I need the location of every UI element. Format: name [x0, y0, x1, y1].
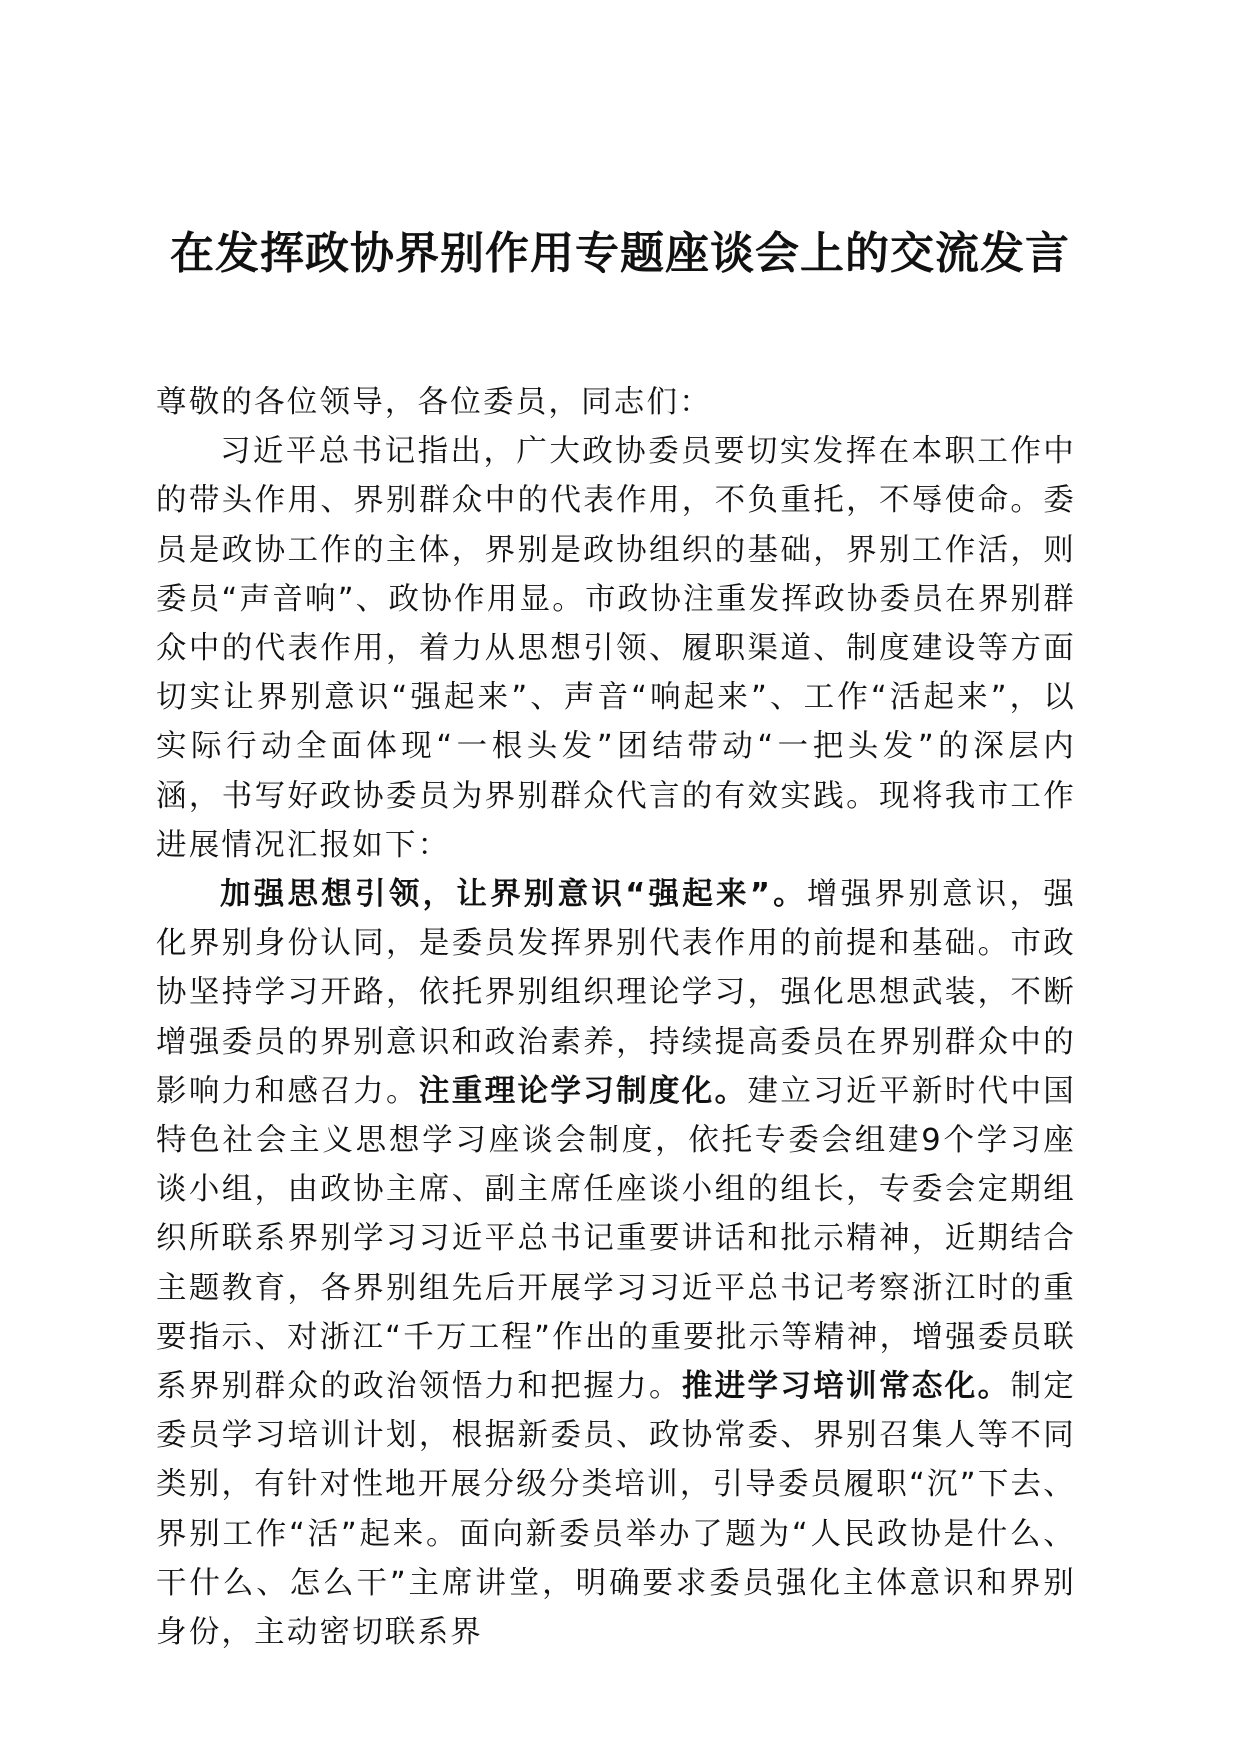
section-1-intro: 增强界别意识，强化界别身份认同，是委员发挥界别代表作用的前提和基础。市政协坚持学习开路，依托界别组织理论学习，强化思想武装，不断增强委员的界别意识和政治素养，持续提高委员在界别群众中的影响力和感召力。	[156, 877, 1076, 1109]
document-body	[156, 378, 1076, 1657]
section-1-heading: 加强思想引领，让界别意识“强起来”。	[220, 877, 807, 913]
point-1-text: 建立习近平新时代中国特色社会主义思想学习座谈会制度，依托专委会组建9个学习座谈小组，由政协主席、副主席任座谈小组的组长，专委会定期组织所联系界别学习习近平总书记重要讲话和批示精神，近期结合主题教育，各界别组先后开展学习习近平总书记考察浙江时的重要指示、对浙江“千万工程”作出的重要批示等精神，增强委员联系界别群众的政治领悟力和把握力。	[156, 1073, 1077, 1405]
section-1-paragraph	[156, 870, 1076, 1657]
salutation: 尊敬的各位领导，各位委员，同志们：	[156, 385, 712, 420]
document-title: 在发挥政协界别作用专题座谈会上的交流发言	[170, 228, 1070, 279]
intro-paragraph: 习近平总书记指出，广大政协委员要切实发挥在本职工作中的带头作用、界别群众中的代表作用，不负重托，不辱使命。委员是政协工作的主体，界别是政协组织的基础，界别工作活，则委员“声音响”、政协作用显。市政协注重发挥政协委员在界别群众中的代表作用，着力从思想引领、履职渠道、制度建设等方面切实让界别意识“强起来”、声音“响起来”、工作“活起来”，以实际行动全面体现“一根头发”团结带动“一把头发”的深层内涵，书写好政协委员为界别群众代言的有效实践。现将我市工作进展情况汇报如下：	[156, 434, 1076, 863]
point-2-heading: 推进学习培训常态化。	[681, 1369, 1011, 1405]
point-2-text: 制定委员学习培训计划，根据新委员、政协常委、界别召集人等不同类别，有针对性地开展分级分类培训，引导委员履职“沉”下去、界别工作“活”起来。面向新委员举办了题为“人民政协是什么、干什么、怎么干”主席讲堂，明确要求委员强化主体意识和界别身份，主动密切联系界	[156, 1369, 1077, 1651]
point-1-heading: 注重理论学习制度化。	[418, 1073, 748, 1109]
